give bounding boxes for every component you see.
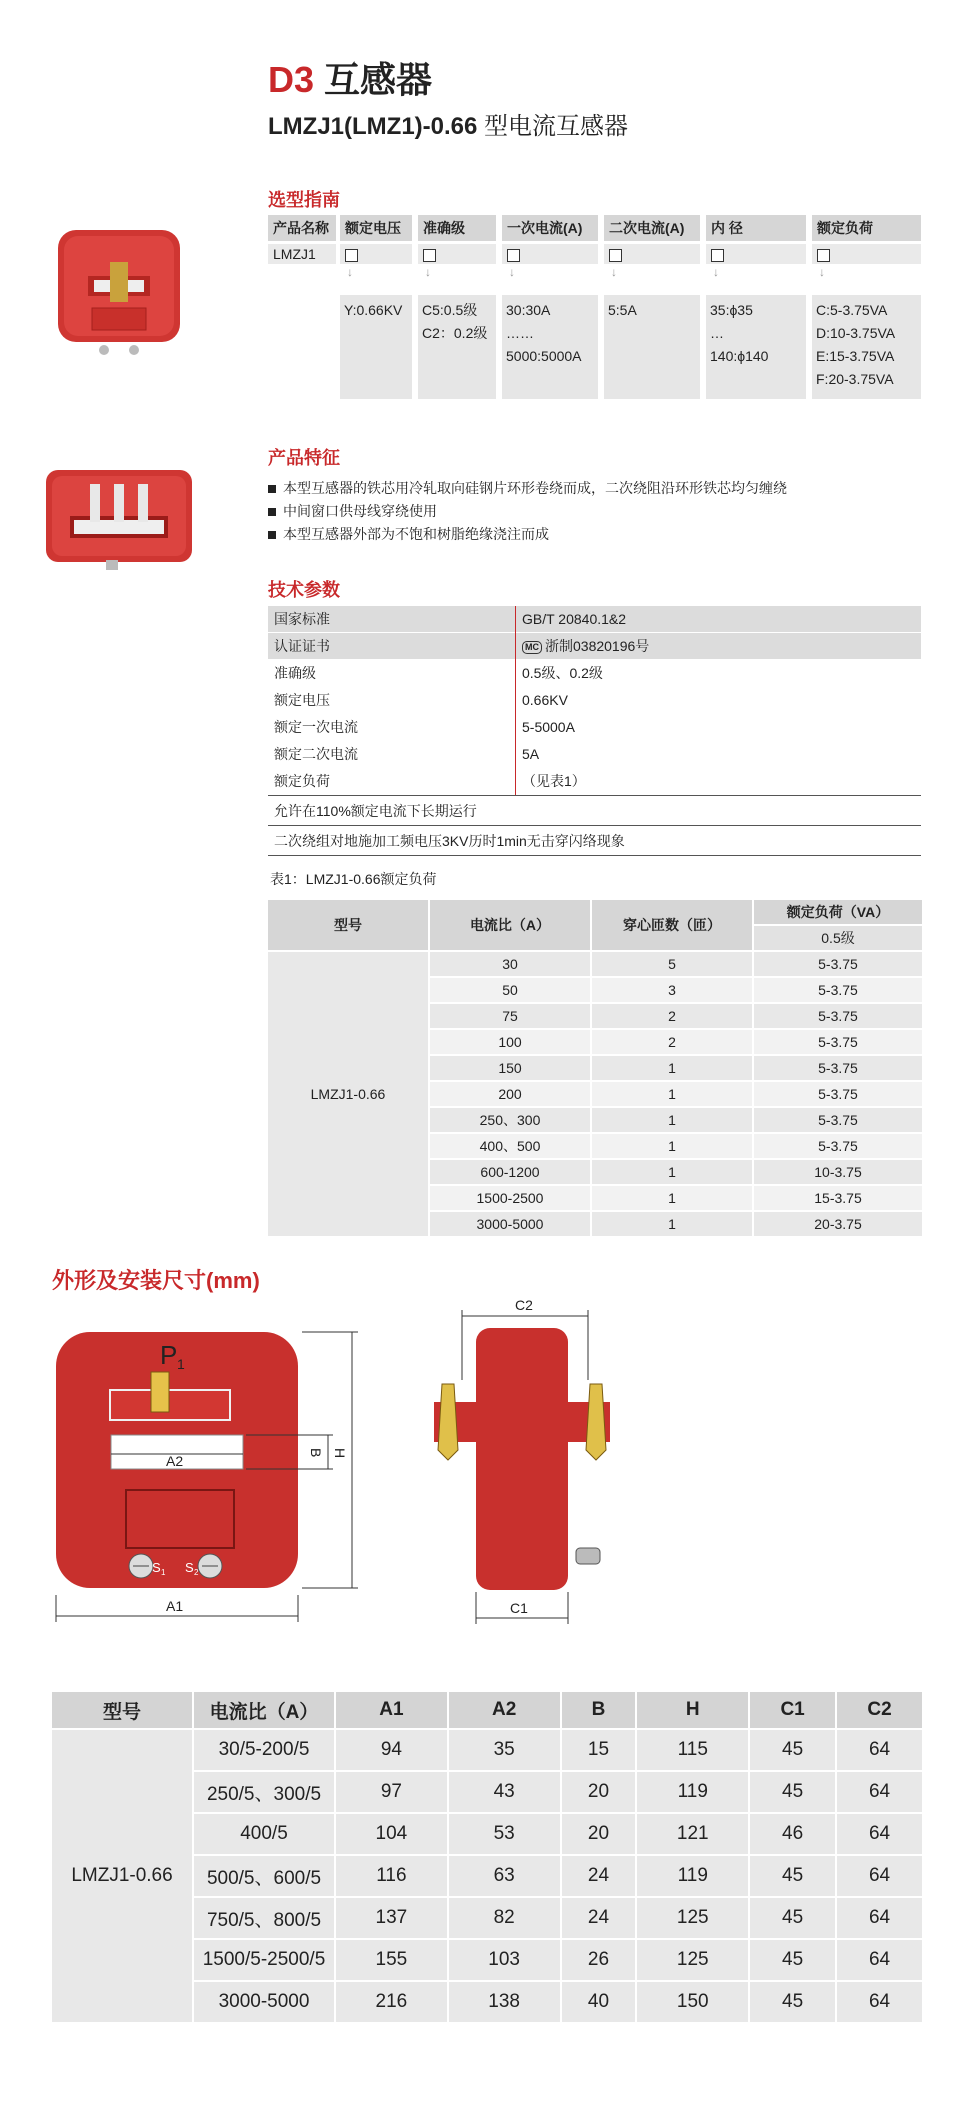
selection-guide	[268, 215, 921, 405]
table-cell: 121	[637, 1814, 748, 1854]
front-view-drawing	[40, 1320, 370, 1640]
table-cell: 5-3.75	[754, 1108, 922, 1132]
selection-option: 30:30A	[506, 302, 551, 318]
tech-label: 国家标准	[274, 611, 330, 627]
table-cell: 250/5、300/5	[194, 1772, 334, 1812]
tech-row	[268, 741, 921, 768]
product-photo-front	[54, 222, 184, 358]
tech-value-text: GB/T 20840.1&2	[522, 611, 627, 627]
selection-option: D:10-3.75VA	[816, 325, 896, 341]
tech-label: 额定负荷	[274, 773, 330, 789]
checkbox-icon	[345, 249, 358, 262]
table-cell: 45	[750, 1982, 835, 2022]
table-cell: 20	[562, 1814, 636, 1854]
table-header: 型号	[268, 900, 428, 950]
table-cell: 3000-5000	[430, 1212, 590, 1236]
table-cell: 1	[592, 1212, 752, 1236]
selection-column-code	[502, 244, 598, 264]
table-cell: 5-3.75	[754, 1134, 922, 1158]
down-arrow-icon: ↓	[819, 265, 825, 279]
table-cell: 400/5	[194, 1814, 334, 1854]
checkbox-icon	[711, 249, 724, 262]
down-arrow-icon: ↓	[509, 265, 515, 279]
table-cell-model: LMZJ1-0.66	[268, 952, 428, 1236]
table-cell: 30/5-200/5	[194, 1730, 334, 1770]
p1-label: P	[160, 1340, 178, 1370]
table-cell: 45	[750, 1940, 835, 1980]
table-cell: 45	[750, 1856, 835, 1896]
selection-column-header: 准确级	[418, 215, 496, 241]
table-header: 额定负荷（VA）	[754, 900, 922, 924]
table-cell: 64	[837, 1982, 922, 2022]
tech-value-text: 0.5级、0.2级	[522, 665, 603, 681]
c1-label: C1	[510, 1600, 528, 1616]
tech-row	[268, 606, 921, 633]
table-cell: 137	[336, 1898, 447, 1938]
selection-column-header: 二次电流(A)	[604, 215, 700, 241]
table-cell: 97	[336, 1772, 447, 1812]
table-cell: 30	[430, 952, 590, 976]
selection-options	[706, 295, 806, 399]
table-cell: 26	[562, 1940, 636, 1980]
table-cell: 24	[562, 1898, 636, 1938]
subtitle-suffix: 型电流互感器	[484, 113, 629, 140]
selection-column-header: 一次电流(A)	[502, 215, 598, 241]
table-header-row	[268, 900, 922, 924]
table-header: C1	[750, 1692, 835, 1728]
bullet-icon	[268, 508, 276, 516]
table-cell: 103	[449, 1940, 560, 1980]
selection-guide-title: 选型指南	[268, 190, 340, 210]
tech-value-text: 浙制03820196号	[545, 638, 650, 654]
table-cell: 1500-2500	[430, 1186, 590, 1210]
page-title	[268, 52, 432, 103]
load-table	[266, 898, 924, 1238]
table-cell: 1	[592, 1160, 752, 1184]
tech-value	[522, 660, 603, 687]
selection-column-code	[340, 244, 412, 264]
selection-option: C2：0.2级	[422, 325, 488, 341]
tech-title: 技术参数	[268, 580, 340, 600]
table-cell: 63	[449, 1856, 560, 1896]
tech-rule	[268, 795, 921, 796]
tech-rule	[268, 825, 921, 826]
table-cell: 5-3.75	[754, 1082, 922, 1106]
s2-label: S	[185, 1560, 194, 1575]
selection-option: 140:ϕ140	[710, 348, 769, 364]
table-cell: 64	[837, 1898, 922, 1938]
table-cell: 104	[336, 1814, 447, 1854]
table-cell: 10-3.75	[754, 1160, 922, 1184]
selection-option: Y:0.66KV	[344, 302, 403, 318]
p1-sub-label: 1	[177, 1356, 185, 1372]
tech-row	[268, 687, 921, 714]
table-cell: 100	[430, 1030, 590, 1054]
table-cell: 24	[562, 1856, 636, 1896]
selection-column-header: 额定电压	[340, 215, 412, 241]
selection-options	[604, 295, 700, 399]
selection-options	[812, 295, 921, 399]
tech-value-text: （见表1）	[522, 773, 586, 789]
selection-column-code	[706, 244, 806, 264]
table-cell: 5-3.75	[754, 1056, 922, 1080]
down-arrow-icon: ↓	[425, 265, 431, 279]
table-cell: 3	[592, 978, 752, 1002]
selection-option: 5000:5000A	[506, 348, 582, 364]
selection-column-header: 额定负荷	[812, 215, 921, 241]
table-cell: 50	[430, 978, 590, 1002]
tech-label: 认证证书	[274, 638, 330, 654]
features-title: 产品特征	[268, 448, 340, 468]
table-cell: 119	[637, 1772, 748, 1812]
table-cell: 40	[562, 1982, 636, 2022]
table-cell: 20-3.75	[754, 1212, 922, 1236]
table-row	[52, 1730, 922, 1770]
selection-options	[418, 295, 496, 399]
table-cell: 53	[449, 1814, 560, 1854]
table-cell: 82	[449, 1898, 560, 1938]
table-cell: 3000-5000	[194, 1982, 334, 2022]
selection-options	[502, 295, 598, 399]
selection-option: C:5-3.75VA	[816, 302, 888, 318]
table-cell: 64	[837, 1730, 922, 1770]
table-cell: 1	[592, 1082, 752, 1106]
tech-row	[268, 768, 921, 795]
table-cell: 5-3.75	[754, 952, 922, 976]
selection-column-header: 内 径	[706, 215, 806, 241]
table-cell: 2	[592, 1030, 752, 1054]
subtitle-model: LMZJ1(LMZ1)-0.66	[268, 113, 478, 140]
table-header: A1	[336, 1692, 447, 1728]
table-cell: 1	[592, 1186, 752, 1210]
table-header: B	[562, 1692, 636, 1728]
table-row	[268, 952, 922, 976]
selection-option: 5:5A	[608, 302, 637, 318]
table-cell: 45	[750, 1730, 835, 1770]
table-cell: 1	[592, 1134, 752, 1158]
tech-row	[268, 660, 921, 687]
tech-value	[522, 768, 586, 795]
table-cell: 750/5、800/5	[194, 1898, 334, 1938]
table-cell: 250、300	[430, 1108, 590, 1132]
tech-note: 二次绕组对地施加工频电压3KV历时1min无击穿闪络现象	[274, 833, 625, 849]
product-photo-top	[42, 464, 197, 572]
table-header: C2	[837, 1692, 922, 1728]
selection-option: E:15-3.75VA	[816, 348, 895, 364]
down-arrow-icon: ↓	[611, 265, 617, 279]
table-cell: 45	[750, 1898, 835, 1938]
certification-mark-icon: MC	[522, 641, 542, 654]
table-cell: 5	[592, 952, 752, 976]
side-view-drawing	[420, 1290, 640, 1630]
selection-column-header: 产品名称	[268, 215, 336, 241]
s1-sub-label: 1	[161, 1568, 166, 1577]
feature-item: 本型互感器外部为不饱和树脂绝缘浇注而成	[268, 524, 549, 544]
dimensions-title: 外形及安装尺寸(mm)	[52, 1268, 260, 1293]
down-arrow-icon: ↓	[347, 265, 353, 279]
table1-caption: 表1：LMZJ1-0.66额定负荷	[270, 871, 437, 887]
selection-column-code	[418, 244, 496, 264]
selection-option: C5:0.5级	[422, 302, 478, 318]
c2-label: C2	[515, 1297, 533, 1313]
table-cell: 200	[430, 1082, 590, 1106]
product-category: 互感器	[324, 59, 433, 100]
table-header: H	[637, 1692, 748, 1728]
bullet-icon	[268, 485, 276, 493]
tech-row	[268, 714, 921, 741]
checkbox-icon	[507, 249, 520, 262]
tech-label: 额定电压	[274, 692, 330, 708]
table-cell: 600-1200	[430, 1160, 590, 1184]
table-cell: 155	[336, 1940, 447, 1980]
table-subheader: 0.5级	[754, 926, 922, 950]
product-code: D3	[268, 59, 315, 100]
table-cell: 5-3.75	[754, 978, 922, 1002]
a1-label: A1	[166, 1598, 184, 1614]
table-cell: 64	[837, 1814, 922, 1854]
table-cell: 64	[837, 1772, 922, 1812]
table-cell: 43	[449, 1772, 560, 1812]
table-header-row	[52, 1692, 922, 1728]
checkbox-icon	[423, 249, 436, 262]
table-cell: 125	[637, 1940, 748, 1980]
tech-label: 额定一次电流	[274, 719, 358, 735]
table-cell: 216	[336, 1982, 447, 2022]
table-cell: 1	[592, 1108, 752, 1132]
table-cell: 150	[637, 1982, 748, 2022]
tech-value-text: 0.66KV	[522, 692, 568, 708]
table-cell: 116	[336, 1856, 447, 1896]
table-cell: 15-3.75	[754, 1186, 922, 1210]
tech-divider	[515, 606, 516, 795]
table-cell: 20	[562, 1772, 636, 1812]
table-header: 穿心匝数（匝）	[592, 900, 752, 950]
tech-rule	[268, 855, 921, 856]
tech-label: 准确级	[274, 665, 316, 681]
dimension-table	[50, 1690, 924, 2024]
table-cell: 75	[430, 1004, 590, 1028]
tech-value	[522, 741, 539, 768]
table-cell: 46	[750, 1814, 835, 1854]
tech-value-text: 5A	[522, 746, 540, 762]
tech-value	[522, 714, 575, 741]
table-cell: 119	[637, 1856, 748, 1896]
table-cell: 500/5、600/5	[194, 1856, 334, 1896]
table-cell: 64	[837, 1856, 922, 1896]
tech-value	[522, 687, 568, 714]
s2-sub-label: 2	[194, 1568, 199, 1577]
a2-label: A2	[166, 1453, 184, 1469]
table-cell: 125	[637, 1898, 748, 1938]
selection-option: 35:ϕ35	[710, 302, 753, 318]
table-cell: 5-3.75	[754, 1004, 922, 1028]
table-cell: 35	[449, 1730, 560, 1770]
table-cell: 45	[750, 1772, 835, 1812]
table-header: 电流比（A）	[430, 900, 590, 950]
h-label: H	[332, 1448, 348, 1459]
tech-note: 允许在110%额定电流下长期运行	[274, 803, 477, 819]
feature-item: 本型互感器的铁芯用冷轧取向硅钢片环形卷绕而成，二次绕阻沿环形铁芯均匀缠绕	[268, 478, 787, 498]
tech-value	[522, 606, 626, 633]
selection-options	[340, 295, 412, 399]
table-cell-model: LMZJ1-0.66	[52, 1730, 192, 2022]
page-subtitle	[268, 106, 628, 141]
table-cell: 5-3.75	[754, 1030, 922, 1054]
s1-label: S	[152, 1560, 161, 1575]
table-cell: 150	[430, 1056, 590, 1080]
table-cell: 94	[336, 1730, 447, 1770]
table-cell: 2	[592, 1004, 752, 1028]
tech-row	[268, 633, 921, 660]
tech-value	[522, 633, 649, 660]
table-cell: 1500/5-2500/5	[194, 1940, 334, 1980]
table-cell: 115	[637, 1730, 748, 1770]
tech-value-text: 5-5000A	[522, 719, 575, 735]
selection-column-code	[604, 244, 700, 264]
table-cell: 400、500	[430, 1134, 590, 1158]
selection-column-code	[812, 244, 921, 264]
feature-item: 中间窗口供母线穿绕使用	[268, 501, 437, 521]
checkbox-icon	[817, 249, 830, 262]
b-label: B	[308, 1448, 324, 1458]
table-header: A2	[449, 1692, 560, 1728]
table-cell: 138	[449, 1982, 560, 2022]
selection-option: F:20-3.75VA	[816, 371, 894, 387]
table-header: 型号	[52, 1692, 192, 1728]
table-cell: 15	[562, 1730, 636, 1770]
table-cell: 64	[837, 1940, 922, 1980]
down-arrow-icon: ↓	[713, 265, 719, 279]
bullet-icon	[268, 531, 276, 539]
tech-label: 额定二次电流	[274, 746, 358, 762]
table-header: 电流比（A）	[194, 1692, 334, 1728]
checkbox-icon	[609, 249, 622, 262]
table-cell: 1	[592, 1056, 752, 1080]
selection-option: …	[710, 325, 724, 341]
selection-option: ……	[506, 325, 534, 341]
selection-column-code: LMZJ1	[268, 244, 336, 264]
